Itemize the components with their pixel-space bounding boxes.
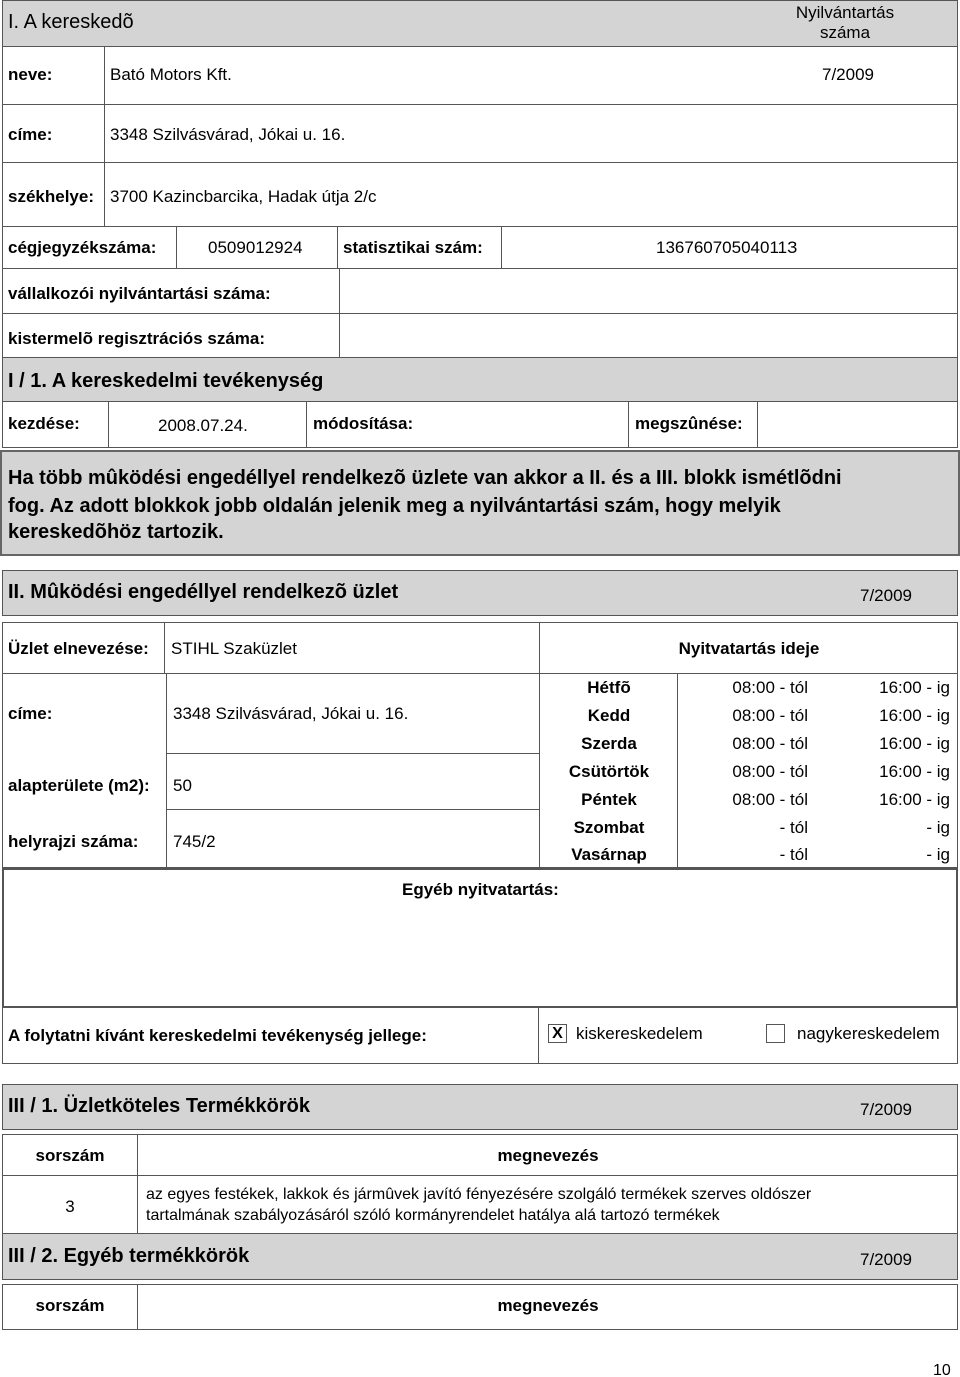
hours-to: 16:00 - ig	[879, 762, 950, 781]
hours-row	[540, 814, 957, 842]
statistical-number-value: 13676070504011З	[656, 238, 798, 257]
hours-row	[540, 786, 957, 814]
wholesale-checkbox[interactable]	[766, 1024, 785, 1043]
hours-row	[540, 674, 957, 702]
section1-1-title: I / 1. A kereskedelmi tevékenység	[8, 370, 324, 392]
product-row-description-line-1: az egyes festékek, lakkok és jármûvek javító fényezésére szolgáló termékek szerves oldószer	[146, 1186, 812, 1203]
wholesale-label: nagykereskedelem	[797, 1024, 940, 1043]
small-producer-label: kistermelõ regisztrációs száma:	[8, 329, 266, 348]
trader-name-label: neve:	[8, 65, 53, 84]
notice-line-2: fog. Az adott blokkok jobb oldalán jelenik meg a nyilvántartási szám, hogy melyik	[8, 495, 781, 517]
company-reg-label: cégjegyzékszáma:	[8, 238, 157, 257]
hours-day: Vasárnap	[571, 845, 647, 864]
shop-plot-value: 745/2	[173, 832, 216, 851]
hours-to: 16:00 - ig	[879, 790, 950, 809]
hours-from: - tól	[779, 818, 808, 837]
section3-1-registration-number: 7/2009	[860, 1100, 912, 1119]
opening-hours-table	[540, 674, 958, 868]
section3-2-title: III / 2. Egyéb termékkörök	[8, 1245, 250, 1267]
retail-checkbox[interactable]: X	[548, 1024, 567, 1043]
shop-area-label: alapterülete (m2):	[8, 776, 150, 795]
activity-modification-label: módosítása:	[313, 414, 414, 433]
company-reg-value: 0509012924	[208, 238, 303, 257]
hours-day: Hétfõ	[587, 678, 631, 697]
product-row-description-line-2: tartalmának szabályozásáról szóló kormányrendelet hatálya alá tartozó termékek	[146, 1207, 720, 1224]
hours-to: 16:00 - ig	[879, 678, 950, 697]
product-col-number: sorszám	[35, 1146, 105, 1165]
shop-area-divider	[167, 754, 540, 810]
activity-start-value: 2008.07.24.	[158, 416, 248, 435]
hours-from: 08:00 - tól	[732, 678, 808, 697]
activity-start-label: kezdése:	[8, 414, 80, 433]
hours-day: Szerda	[581, 734, 637, 753]
trader-address-label: címe:	[8, 125, 53, 144]
product-col-name: megnevezés	[497, 1146, 599, 1165]
section2-registration-number: 7/2009	[860, 586, 912, 605]
hours-from: 08:00 - tól	[732, 706, 808, 725]
section3-2-registration-number: 7/2009	[860, 1250, 912, 1269]
other-product-col-number: sorszám	[35, 1296, 105, 1315]
activity-end-label: megszûnése:	[635, 414, 743, 433]
hours-to: - ig	[926, 845, 950, 864]
hours-to: 16:00 - ig	[879, 734, 950, 753]
trader-address-value: 3348 Szilvásvárad, Jókai u. 16.	[110, 125, 346, 144]
other-hours-label: Egyéb nyitvatartás:	[402, 880, 559, 899]
hours-row	[540, 730, 957, 758]
hours-from: 08:00 - tól	[732, 762, 808, 781]
shop-name-label: Üzlet elnevezése:	[8, 639, 149, 658]
notice-line-1: Ha több mûködési engedéllyel rendelkezõ üzlete van akkor a II. és a III. blokk ismétlõdni	[8, 467, 842, 489]
opening-hours-header: Nyitvatartás ideje	[678, 639, 820, 658]
hours-from: 08:00 - tól	[732, 790, 808, 809]
hours-to: 16:00 - ig	[879, 706, 950, 725]
shop-address-label: címe:	[8, 704, 53, 723]
shop-name-value: STIHL Szaküzlet	[171, 639, 297, 658]
hours-day: Csütörtök	[568, 762, 650, 781]
trader-seat-value: 3700 Kazincbarcika, Hadak útja 2/c	[110, 187, 377, 206]
notice-line-3: kereskedõhöz tartozik.	[8, 521, 224, 543]
registration-number-label: Nyilvántartás száma	[795, 3, 895, 42]
trader-seat-label: székhelye:	[8, 187, 94, 206]
hours-day: Szombat	[573, 818, 645, 837]
product-row-number: 3	[65, 1197, 75, 1216]
shop-address-value: 3348 Szilvásvárad, Jókai u. 16.	[173, 704, 409, 723]
hours-row	[540, 702, 957, 730]
page-number: 10	[933, 1362, 951, 1377]
section1-title: I. A kereskedõ	[8, 11, 134, 33]
statistical-number-label: statisztikai szám:	[343, 238, 483, 257]
retail-label: kiskereskedelem	[576, 1024, 703, 1043]
trader-name-value: Bató Motors Kft.	[110, 65, 232, 84]
section2-title: II. Mûködési engedéllyel rendelkezõ üzlet	[8, 581, 399, 603]
hours-row	[540, 842, 957, 868]
hours-row	[540, 758, 957, 786]
shop-area-value: 50	[173, 776, 192, 795]
trader-registration-number: 7/2009	[822, 65, 874, 84]
section3-1-title: III / 1. Üzletköteles Termékkörök	[8, 1095, 310, 1117]
hours-to: - ig	[926, 818, 950, 837]
shop-plot-label: helyrajzi száma:	[8, 832, 139, 851]
hours-day: Péntek	[581, 790, 637, 809]
hours-from: - tól	[779, 845, 808, 864]
entrepreneur-reg-label: vállalkozói nyilvántartási száma:	[8, 284, 271, 303]
other-product-col-name: megnevezés	[497, 1296, 599, 1315]
hours-day: Kedd	[587, 706, 631, 725]
activity-type-label: A folytatni kívánt kereskedelmi tevékenység jellege:	[8, 1026, 427, 1045]
hours-from: 08:00 - tól	[732, 734, 808, 753]
